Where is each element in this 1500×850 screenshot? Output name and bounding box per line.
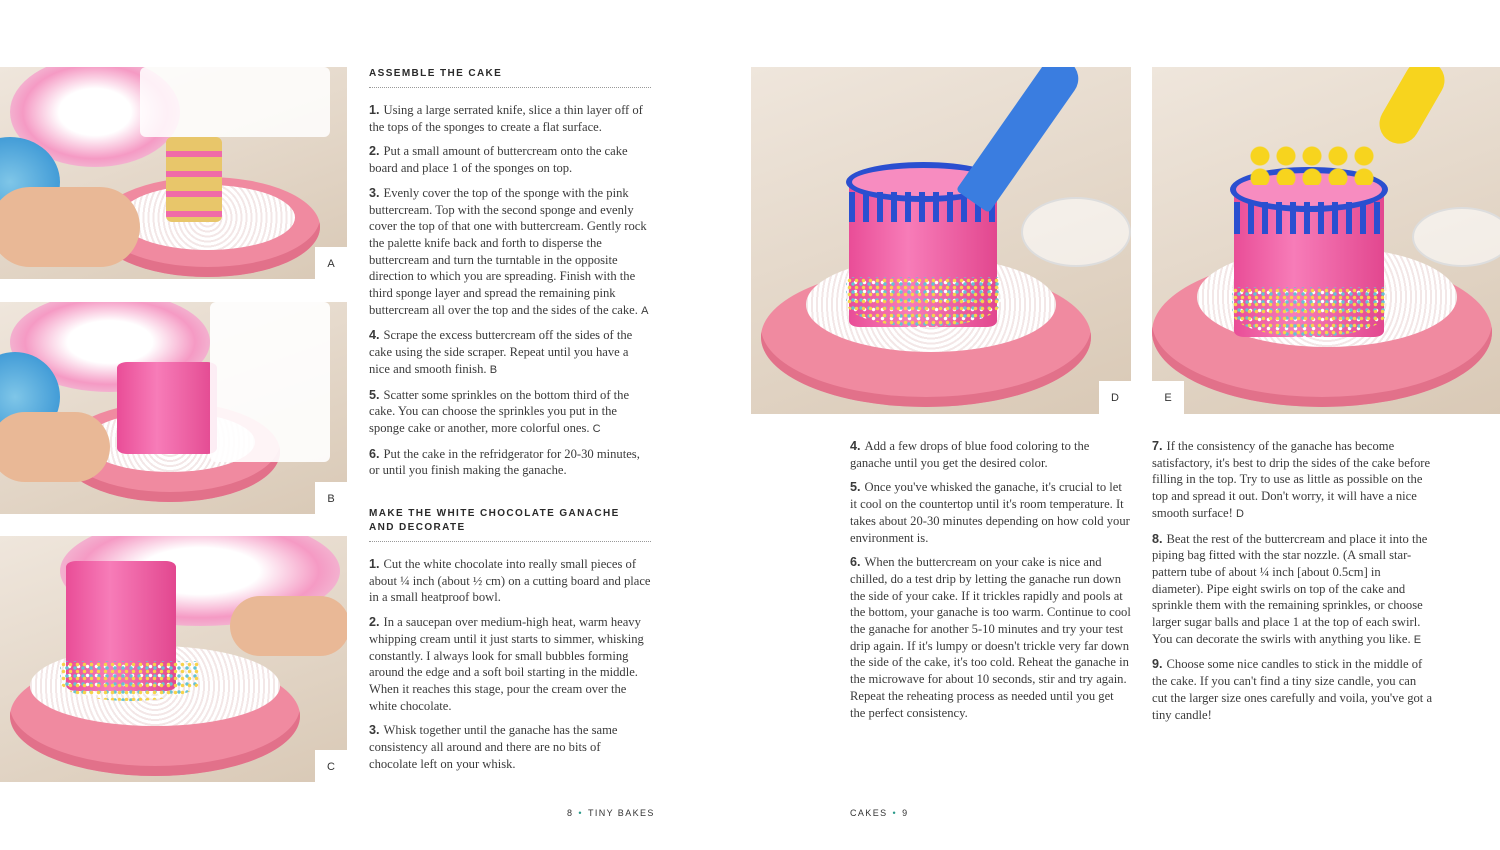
right-column-1: [850, 438, 1132, 729]
step-text: Using a large serrated knife, slice a thin layer off of the tops of the sponges to create a flat surface.: [369, 103, 643, 134]
glass-bowl: [1021, 197, 1131, 267]
sprinkles: [846, 277, 1001, 327]
step-text: Evenly cover the top of the sponge with the pink buttercream. Top with the second sponge and evenly cover the top of that one with buttercream. Gently rock the palette knife back and forth to disperse the buttercream and turn the turntable in the opposite direction to which you are spreading. Finish with the third sponge layer and spread the remaining pink buttercream all over the top and the sides of the cake.: [369, 185, 647, 317]
step-text: In a saucepan over medium-high heat, warm heavy whipping cream until it just starts to simmer, whisking constantly. I always look for small bubbles forming around the edge and a soft boil starting in the middle. When it reaches this stage, pour the cream over the white chocolate.: [369, 615, 644, 713]
step-text: Add a few drops of blue food coloring to the ganache until you get the desired color.: [850, 439, 1090, 470]
ganache-section: [369, 507, 651, 772]
separator-dot: •: [578, 808, 583, 818]
photo-label-a: A: [315, 247, 347, 281]
step-paragraph: [369, 722, 651, 772]
step-text: Whisk together until the ganache has the same consistency all around and there are no bits of chocolate left on your whisk.: [369, 723, 618, 771]
step-paragraph: [1152, 438, 1434, 523]
heading-line: AND DECORATE: [369, 522, 466, 534]
photo-label-c: C: [315, 750, 347, 784]
buttercream-swirls: [1247, 145, 1377, 185]
photo-reference: D: [1235, 507, 1244, 520]
step-number: 1.: [369, 103, 380, 117]
piping-bag: [1372, 67, 1452, 151]
step-text: If the consistency of the ganache has become satisfactory, it's best to drip the sides of the cake before filling in the top. Try to use as little as possible on the top and spread it out. Don't worry, it will have a nice smooth surface!: [1152, 439, 1431, 520]
photo-reference: C: [592, 422, 601, 435]
step-text: When the buttercream on your cake is nice and chilled, do a test drip by letting the ganache run down the side of your cake. If it trickles rapidly and pools at the bottom, your ganache is too warm. Continue to cool the ganache for another 5-10 minutes and try your test drip again. If it's lumpy or doesn't trickle very far down the side of the cake, it's too cold. Reheat the ganache in the microwave for about 10 seconds, stir and try again. Repeat the reheating process as needed until you get the perfect consistency.: [850, 555, 1131, 720]
scraper: [140, 67, 330, 137]
step-list: [1152, 438, 1434, 723]
step-paragraph: [369, 327, 651, 378]
page-number: 8: [567, 808, 574, 818]
assemble-section: [369, 67, 651, 479]
photo-d: [751, 67, 1131, 414]
scraper: [210, 302, 330, 462]
page-number: 9: [902, 808, 909, 818]
step-number: 1.: [369, 557, 380, 572]
step-paragraph: [369, 614, 651, 714]
step-number: 2.: [369, 615, 380, 630]
step-paragraph: [369, 143, 651, 176]
running-title: CAKES: [850, 808, 888, 818]
photo-reference: E: [1413, 633, 1422, 646]
hand: [230, 596, 347, 656]
step-paragraph: [369, 556, 651, 606]
heading-line: MAKE THE WHITE CHOCOLATE GANACHE: [369, 508, 620, 520]
step-text: Beat the rest of the buttercream and place it into the piping bag fitted with the star nozzle. (A small star-pattern tube of about ¼ inch [about 0.5cm] in diameter). Pipe eight swirls on top of the cake and sprinkle them with the remaining sprinkles, or choose larger sugar balls and place 1 at the top of each swirl. You can decorate the swirls with anything you like.: [1152, 531, 1428, 646]
step-paragraph: [369, 387, 651, 438]
photo-label-d: D: [1099, 381, 1131, 415]
step-paragraph: [369, 185, 651, 320]
step-text: Put the cake in the refridgerator for 20-30 minutes, or until you finish making the ganache.: [369, 446, 640, 478]
step-text: Scatter some sprinkles on the bottom third of the cake. You can choose the sprinkles you put in the sponge cake or another, more colorful ones.: [369, 387, 630, 435]
left-text-column: [369, 67, 651, 781]
step-text: Put a small amount of buttercream onto the cake board and place 1 of the sponges on top.: [369, 144, 628, 176]
hand: [0, 187, 140, 267]
photo-e: [1152, 67, 1500, 414]
step-number: 7.: [1152, 439, 1163, 453]
photo-reference: A: [641, 304, 649, 317]
step-number: 2.: [369, 144, 380, 159]
photo-b: [0, 302, 347, 514]
step-number: 5.: [369, 387, 380, 402]
step-list: [369, 102, 651, 479]
step-number: 6.: [369, 446, 380, 461]
step-list: [850, 438, 1132, 721]
photo-label-b: B: [315, 482, 347, 516]
step-text: Cut the white chocolate into really small pieces of about ¼ inch (about ½ cm) on a cutting board and place in a small heatproof bowl.: [369, 557, 651, 605]
right-column-2: [1152, 438, 1434, 731]
step-number: 5.: [850, 480, 861, 495]
section-heading: ASSEMBLE THE CAKE: [369, 67, 651, 88]
hand: [0, 412, 110, 482]
step-list: [369, 556, 651, 772]
step-text: Choose some nice candles to stick in the middle of the cake. If you can't find a tiny size candle, you can cut the larger size ones carefully and voila, you've got a tiny candle!: [1152, 657, 1433, 722]
footer-right: [850, 808, 908, 818]
step-paragraph: [369, 446, 651, 479]
photo-label-e: E: [1152, 381, 1184, 415]
glass-bowl: [1412, 207, 1500, 267]
sprinkles: [1232, 287, 1387, 337]
piping-bag: [956, 67, 1086, 213]
step-number: 6.: [850, 555, 861, 570]
step-number: 4.: [850, 439, 861, 453]
step-number: 4.: [369, 328, 380, 343]
step-text: Scrape the excess buttercream off the sides of the cake using the side scraper. Repeat until you have a nice and smooth finish.: [369, 328, 633, 376]
section-heading: [369, 507, 651, 542]
step-paragraph: [369, 102, 651, 135]
step-paragraph: [1152, 531, 1434, 649]
ganache-drips: [1234, 202, 1384, 234]
photo-reference: B: [489, 363, 498, 376]
step-paragraph: [1152, 656, 1434, 723]
step-number: 9.: [1152, 657, 1163, 672]
step-text: Once you've whisked the ganache, it's crucial to let it cool on the countertop until it's room temperature. It takes about 20-30 minutes depending on how cold your environment is.: [850, 480, 1130, 545]
step-paragraph: [850, 438, 1132, 471]
step-number: 3.: [369, 185, 380, 200]
step-number: 8.: [1152, 531, 1163, 546]
step-paragraph: [850, 479, 1132, 546]
photo-a: [0, 67, 347, 279]
sponge-layers: [166, 137, 222, 222]
step-paragraph: [850, 554, 1132, 721]
separator-dot: •: [892, 808, 898, 818]
running-title: TINY BAKES: [587, 808, 655, 818]
step-number: 3.: [369, 723, 380, 738]
cake: [117, 362, 217, 454]
photo-c: [0, 536, 347, 782]
footer-left: [567, 808, 655, 818]
sprinkles: [60, 661, 200, 701]
